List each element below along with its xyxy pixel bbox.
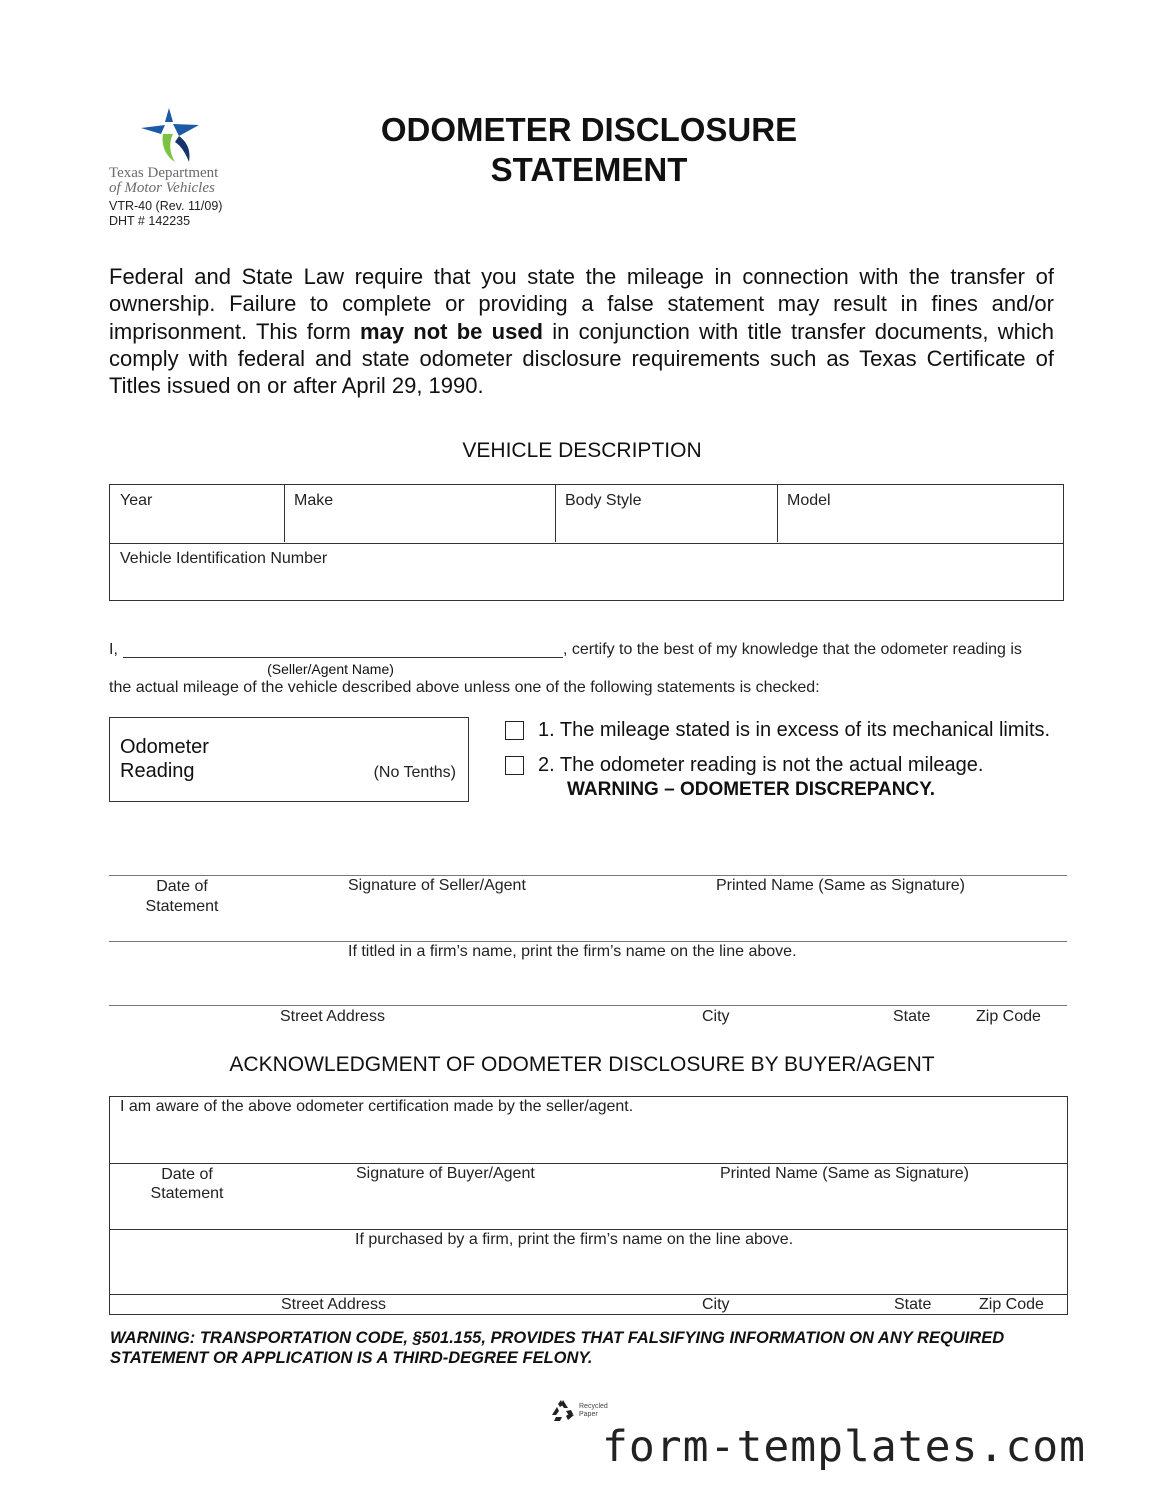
page-title-line2: STATEMENT [490,151,688,188]
odometer-label-line1: Odometer [120,736,209,758]
no-tenths-label: (No Tenths) [373,764,456,781]
seller-date-label [122,877,242,917]
odometer-reading-box[interactable] [109,717,469,802]
seller-name-line[interactable] [123,657,563,658]
intro-bold: may not be used [360,318,543,344]
recycle-icon [551,1399,575,1423]
year-field[interactable]: Year [120,492,153,509]
buyer-aware-statement: I am aware of the above odometer certification made by the seller/agent. [120,1098,634,1115]
page-title-line1: ODOMETER DISCLOSURE [380,111,798,148]
make-field[interactable]: Make [294,492,334,509]
seller-signature-line[interactable] [109,875,1067,876]
buyer-acknowledgment-heading: ACKNOWLEDGMENT OF ODOMETER DISCLOSURE BY BUYER/AGENT [229,1053,935,1076]
body-style-field[interactable]: Body Style [565,492,642,509]
option-not-actual-mileage: 2. The odometer reading is not the actual mileage. [538,754,984,776]
recycled-line2: Paper [579,1411,598,1418]
recycled-paper-label [579,1403,608,1419]
buyer-date-label [127,1165,247,1203]
felony-warning-line1: WARNING: TRANSPORTATION CODE, §501.155, PROVIDES THAT FALSIFYING INFORMATION ON ANY REQUIRED [110,1329,1005,1347]
seller-date-line1: Date of [156,878,208,895]
seller-firm-note: If titled in a firm’s name, print the firm’s name on the line above. [348,943,797,960]
buyer-state-label: State [894,1296,932,1313]
buyer-city-label: City [702,1296,730,1313]
texas-star-logo-icon [139,108,203,166]
seller-name-caption: (Seller/Agent Name) [267,661,394,677]
buyer-date-line2: Statement [150,1185,224,1202]
buyer-signature-label: Signature of Buyer/Agent [356,1165,535,1182]
buyer-printed-name-label: Printed Name (Same as Signature) [720,1165,969,1182]
felony-warning-line2: STATEMENT OR APPLICATION IS A THIRD-DEGREE FELONY. [110,1349,593,1367]
seller-firm-line[interactable] [109,941,1067,942]
buyer-zip-label: Zip Code [979,1296,1044,1313]
intro-text-after: in conjunction with title transfer documents, which comply with federal and state odometer disclosure requirements such as Texas Certificate of Titles issued on or after April 29, 1990. [109,318,1054,399]
vehicle-description-heading: VEHICLE DESCRIPTION [462,439,702,462]
vehicle-description-table [109,484,1064,601]
seller-address-line[interactable] [109,1005,1067,1006]
cert-suffix: , certify to the best of my knowledge that the odometer reading is [563,641,1022,658]
seller-signature-label: Signature of Seller/Agent [348,877,526,894]
buyer-date-line1: Date of [161,1166,213,1183]
buyer-acknowledgment-table [109,1096,1068,1315]
form-number: VTR-40 (Rev. 11/09) [109,199,223,213]
vin-field[interactable]: Vehicle Identification Number [120,550,328,567]
intro-text-before: Federal and State Law require that you state the mileage in connection with the transfer of ownership. Failure to complete or providing a false statement may result in fines and/or imprisonment. This form [109,264,1054,344]
agency-name-line1: Texas Department [109,165,219,181]
seller-city-label: City [702,1008,730,1025]
odometer-discrepancy-warning: WARNING – ODOMETER DISCREPANCY. [567,779,936,800]
watermark: form-templates.com [602,1422,1086,1472]
seller-printed-name-label: Printed Name (Same as Signature) [716,877,965,894]
seller-state-label: State [893,1008,931,1025]
buyer-firm-note: If purchased by a firm, print the firm’s name on the line above. [355,1231,794,1248]
recycled-line1: Recycled [579,1403,608,1410]
buyer-street-label: Street Address [281,1296,386,1313]
intro-paragraph [109,263,1054,399]
agency-name-line2: of Motor Vehicles [109,180,215,196]
cert-prefix: I, [109,641,118,658]
seller-zip-label: Zip Code [976,1008,1041,1025]
checkbox-mechanical-limits[interactable] [505,721,524,740]
option-mechanical-limits: 1. The mileage stated is in excess of its mechanical limits. [538,719,1051,741]
checkbox-not-actual-mileage[interactable] [505,756,524,775]
agency-logo [139,108,203,166]
seller-street-label: Street Address [280,1008,385,1025]
model-field[interactable]: Model [787,492,831,509]
odometer-label-line2: Reading [120,760,195,782]
seller-date-line2: Statement [145,898,219,915]
cert-line2: the actual mileage of the vehicle described above unless one of the following statements is checked: [109,679,820,696]
dht-number: DHT # 142235 [109,214,191,228]
